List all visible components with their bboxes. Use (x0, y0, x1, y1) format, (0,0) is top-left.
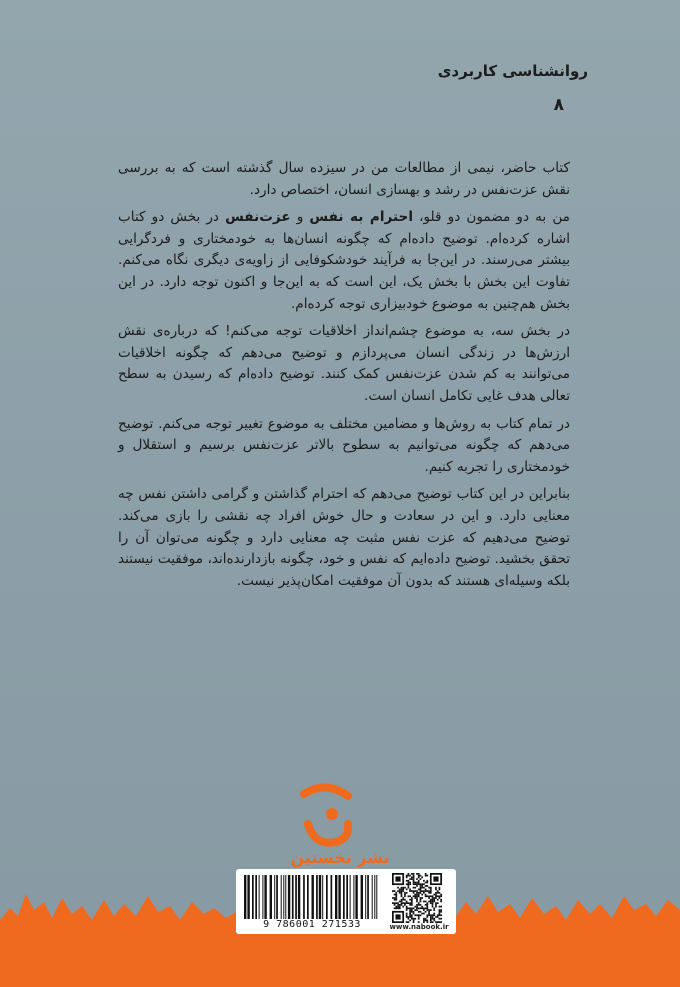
paragraph-text: بنابراین در این کتاب توضیح می‌دهم که احترام گذاشتن و گرامی داشتن نفس چه معنایی دارد. و این در سعادت و حال خوش افراد چه نقشی را بازی می‌کند. توضیح می‌دهیم که عزت نفس مثبت چه معنایی دارد و چگونه می‌توان آن را تحقق بخشید. توضیح داده‌ایم که نفس و خود، چگونه بازدارنده‌اند، موفقیت نیستند بلکه وسیله‌ای هستند که بدون آن موفقیت امکان‌پذیر نیست. (118, 486, 570, 589)
paragraph-text: و (290, 209, 310, 226)
blurb-paragraph (118, 207, 570, 315)
blurb-paragraph (118, 321, 570, 407)
blurb-text (118, 158, 570, 598)
paragraph-text: من به دو مضمون دو قلو، (413, 209, 570, 226)
paragraph-text: در بخش سه، به موضوع چشم‌انداز اخلاقیات توجه می‌کنم! که درباره‌ی نقش ارزش‌ها در زندگی انسان می‌پردازم و توضیح می‌دهم که چگونه اخلاقیات می‌توانند به کم شدن عزت‌نفس کمک کنند. توضیح داده‌ام که رسیدن به سطح تعالی هدف غایی تکامل انسان است. (118, 323, 570, 404)
qr-code-icon (388, 873, 446, 923)
paragraph-text: کتاب حاضر، نیمی از مطالعات من در سیزده سال گذشته است که به بررسی نقش عزت‌نفس در رشد و بهسازی انسان، اختصاص دارد. (118, 160, 570, 198)
barcode-icon (242, 875, 382, 919)
barcode-label (236, 869, 456, 934)
paragraph-text: در بخش دو کتاب اشاره کرده‌ام. توضیح داده‌ام که چگونه انسان‌ها به خودمختاری و فردگرایی بیشتر می‌رسند. در این‌جا به فرآیند خودشکوفایی از زاویه‌ی دیگری نگاه می‌کنم. تفاوت این بخش با بخش یک، این است که به این‌جا و اکنون توجه دارد. در این بخش هم‌چنین به موضوع خودبیزاری توجه کرده‌ام. (118, 209, 570, 312)
emphasis-term: عزت‌نفس (225, 209, 291, 226)
isbn-number: 9 786001 271533 (263, 919, 361, 930)
publisher-name: نشر نخستین (290, 848, 390, 867)
website-url[interactable]: www.nabook.ir (389, 923, 449, 931)
series-title: روانشناسی کاربردی (437, 62, 588, 80)
blurb-paragraph (118, 484, 570, 592)
blurb-paragraph (118, 158, 570, 201)
volume-number: ۸ (553, 95, 564, 115)
paragraph-text: در تمام کتاب به روش‌ها و مضامین مختلف به موضوع تغییر توجه می‌کنم. توضیح می‌دهم که چگونه می‌توانیم به سطوح بالاتر عزت‌نفس برسیم و استقلال و خودمختاری را تجربه کنیم. (118, 415, 570, 475)
publisher-logo-icon (296, 780, 356, 850)
blurb-paragraph (118, 414, 570, 479)
emphasis-term: احترام به نفس (309, 209, 413, 226)
